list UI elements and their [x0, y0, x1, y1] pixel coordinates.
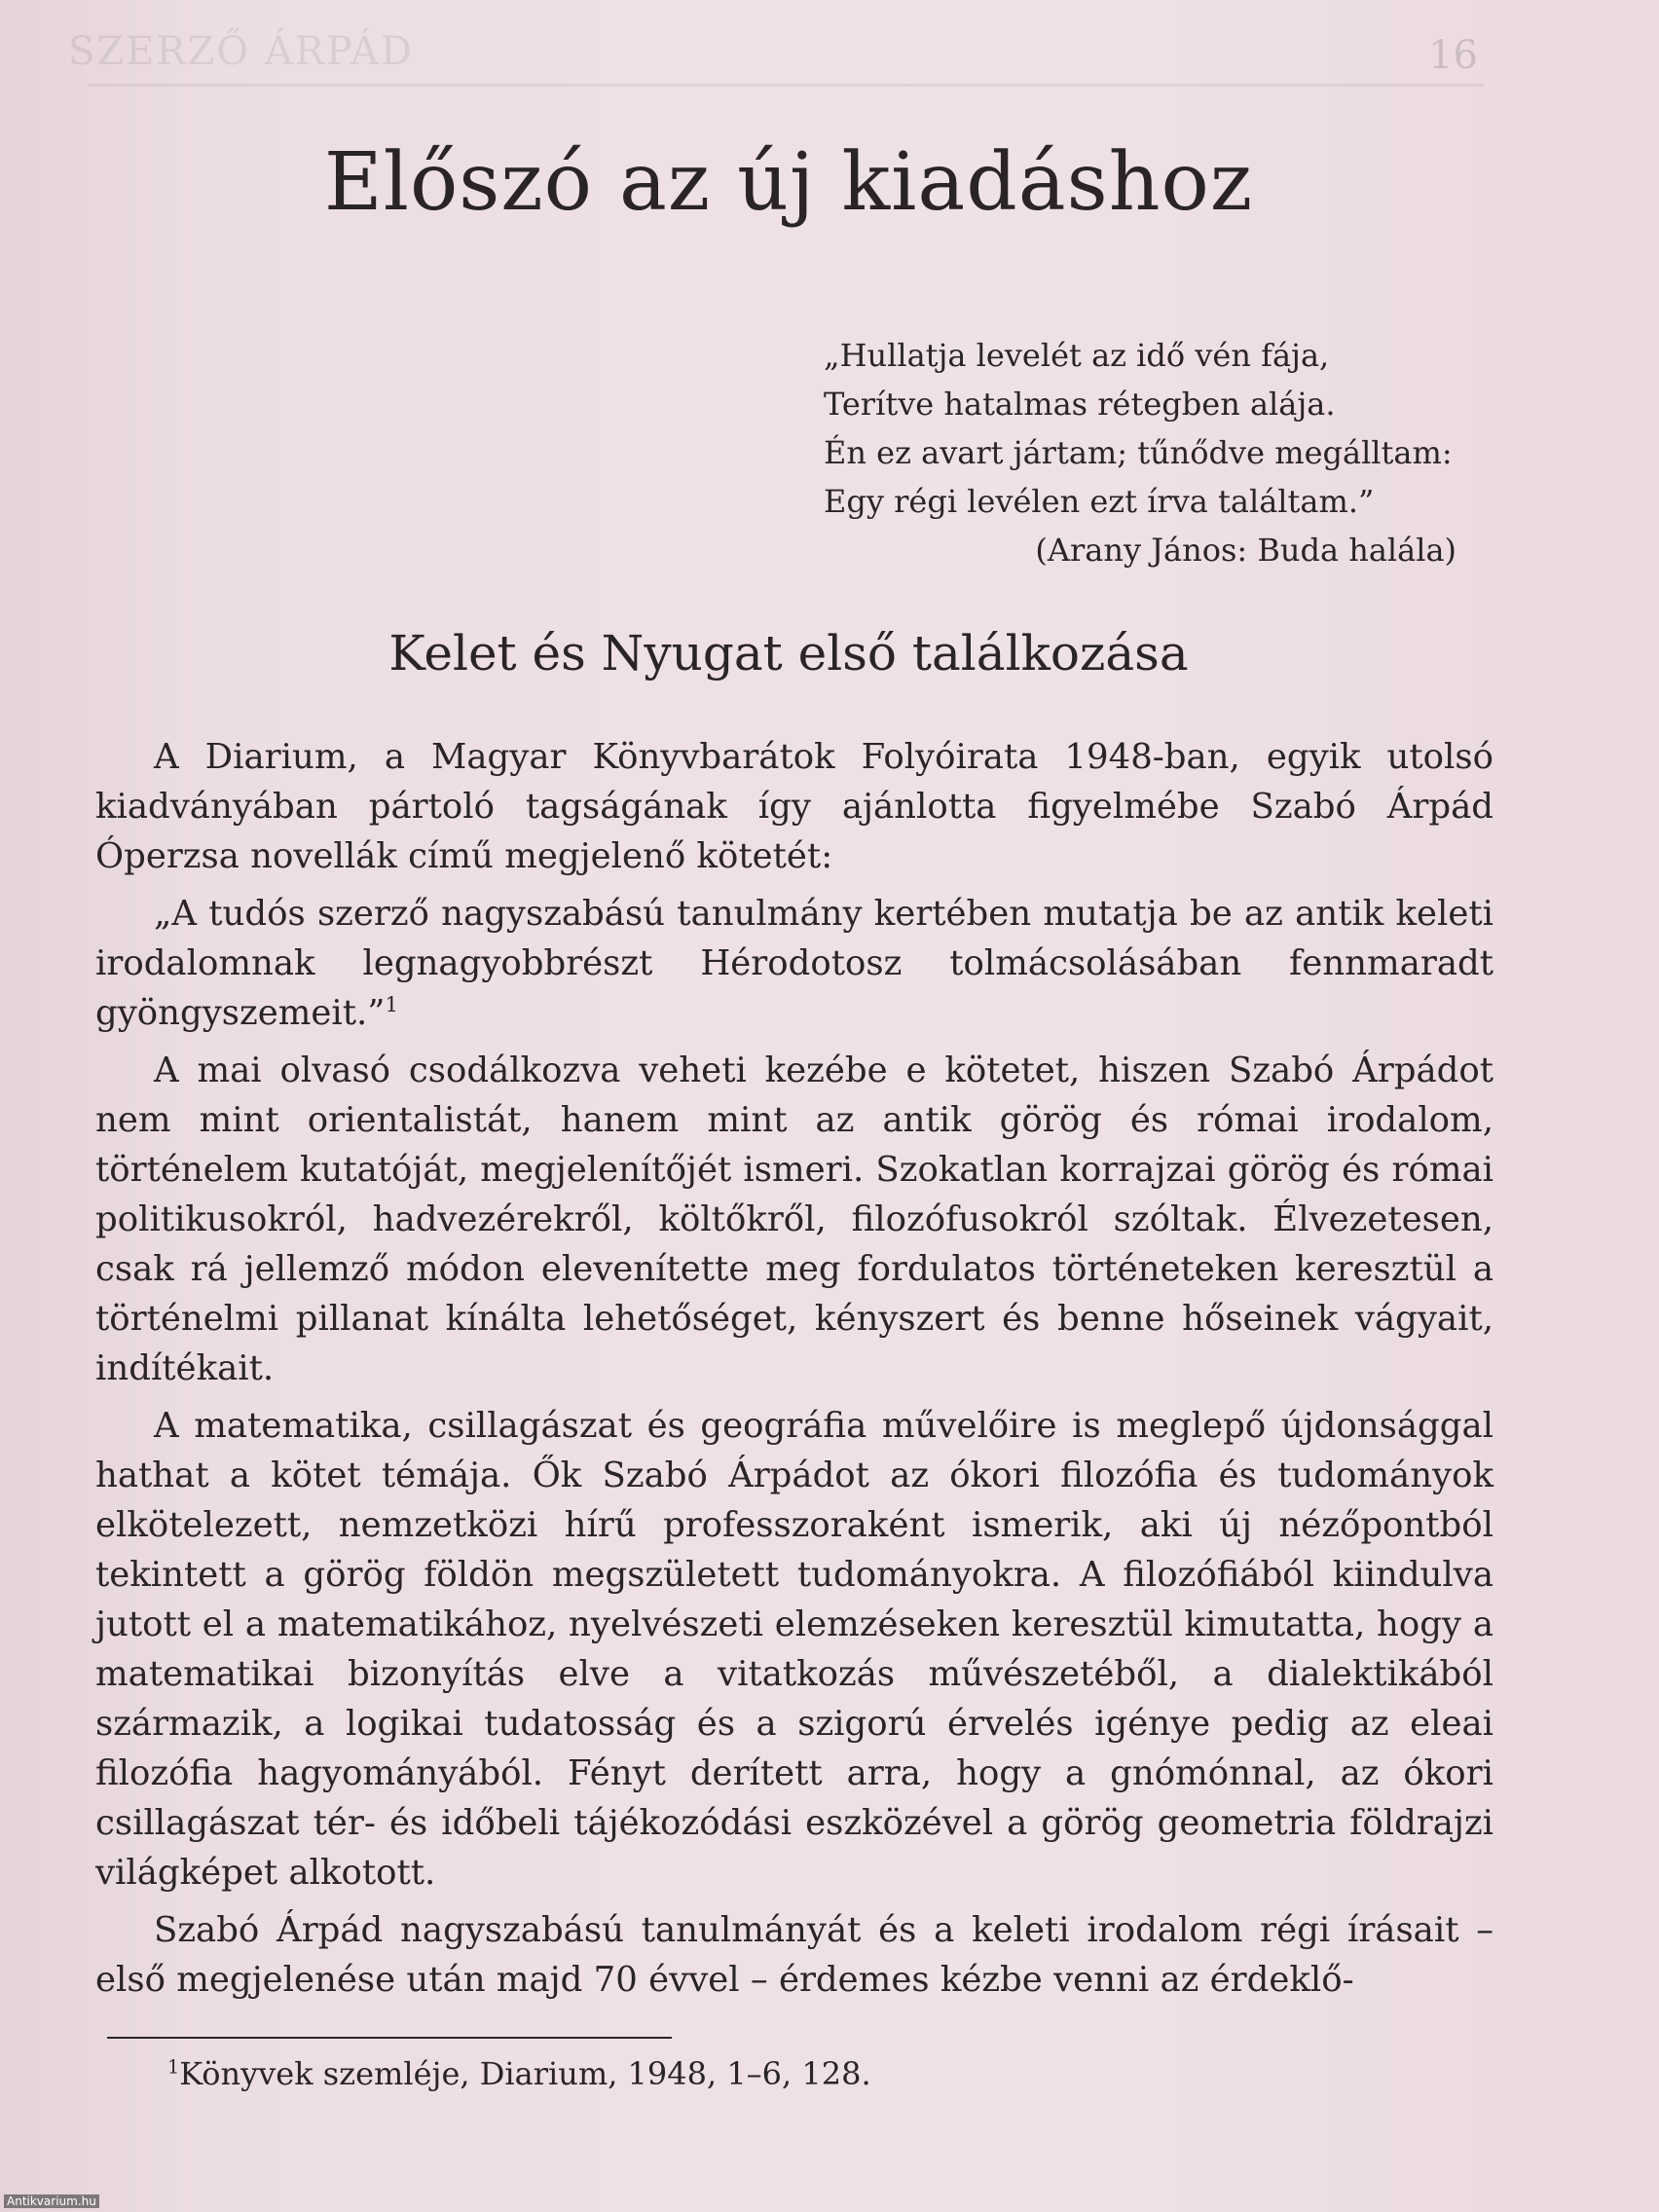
- footnote: [167, 2052, 871, 2095]
- footnote-text: Könyvek szemléje, Diarium, 1948, 1–6, 128.: [179, 2055, 871, 2092]
- paragraph-mathematics: A matematika, csillagászat és geográfia művelőire is meglepő újdonsággal hathat a kötet témája. Ők Szabó Árpádot az ókori filozófia és tudományok elkötelezett, nemzetközi hírű professzoraként ismerik, aki új nézőpontból tekintett a görög földön megszületett tudományokra. A filozófiából kiindulva jutott el a matematikához, nyelvészeti elemzéseken keresztül kimutatta, hogy a matematikai bizonyítás elve a vitatkozás művészetéből, a dialektikából származik, a logikai tudatosság és a szigorú érvelés igénye pedig az eleai filozófia hagyományából. Fényt derített arra, hogy a gnómónnal, az ókori csillagászat tér- és időbeli tájékozódási eszközével a görög geometria földrajzi világképet alkotott.: [95, 1406, 1493, 1893]
- header-rule: [88, 84, 1484, 87]
- motto-line: „Hullatja levelét az idő vén fája,: [824, 337, 1330, 374]
- motto-line: Terítve hatalmas rétegben alája.: [824, 386, 1336, 423]
- paragraph-reader: A mai olvasó csodálkozva veheti kezébe e kötetet, hiszen Szabó Árpádot nem mint orientalistát, hanem mint az antik görög és római irodalom, történelem kutatóját, megjelenítőjét ismeri. Szokatlan korrajzai görög és római politikusokról, hadvezérekről, költőkről, filozófusokról szóltak. Élvezetesen, csak rá jellemző módon elevenítette meg fordulatos történeteken keresztül a történelmi pillanat kínálta lehetőséget, kényszert és benne hőseinek vágyait, indítékait.: [95, 1051, 1493, 1388]
- footnote-reference: 1: [385, 993, 399, 1018]
- paragraph-closing: Szabó Árpád nagyszabású tanulmányát és a keleti irodalom régi írásait – első megjelenése után majd 70 évvel – érdemes kézbe venni az érdeklő-: [95, 1910, 1493, 2000]
- page-title: Előszó az új kiadáshoz: [323, 136, 1254, 229]
- watermark-logo: Antikvarium.hu: [4, 2194, 99, 2208]
- paragraph-intro: A Diarium, a Magyar Könyvbarátok Folyóirata 1948-ban, egyik utolsó kiadványában pártoló tagságának így ajánlotta figyelmébe Szabó Árpád Óperzsa novellák című megjelenő kötetét:: [95, 737, 1493, 876]
- motto: [824, 331, 1456, 574]
- bleed-through-header: SZERZŐ ÁRPÁD: [68, 29, 415, 74]
- motto-source: (Arany János: Buda halála): [1035, 532, 1456, 569]
- motto-line: Egy régi levélen ezt írva találtam.”: [824, 483, 1375, 520]
- section-title: Kelet és Nyugat első találkozása: [388, 625, 1189, 682]
- page-number: 16: [1428, 33, 1478, 78]
- paragraph-quote: [95, 889, 1493, 1038]
- footnote-marker: 1: [167, 2055, 180, 2079]
- body-text: [95, 732, 1493, 2005]
- footnote-rule: [107, 2037, 672, 2039]
- quote-text: „A tudós szerző nagyszabású tanulmány kertében mutatja be az antik keleti irodalomnak legnagyobbrészt Hérodotosz tolmácsolásában fennmaradt gyöngyszemeit.”: [95, 894, 1493, 1033]
- motto-line: Én ez avart jártam; tűnődve megálltam:: [824, 434, 1453, 471]
